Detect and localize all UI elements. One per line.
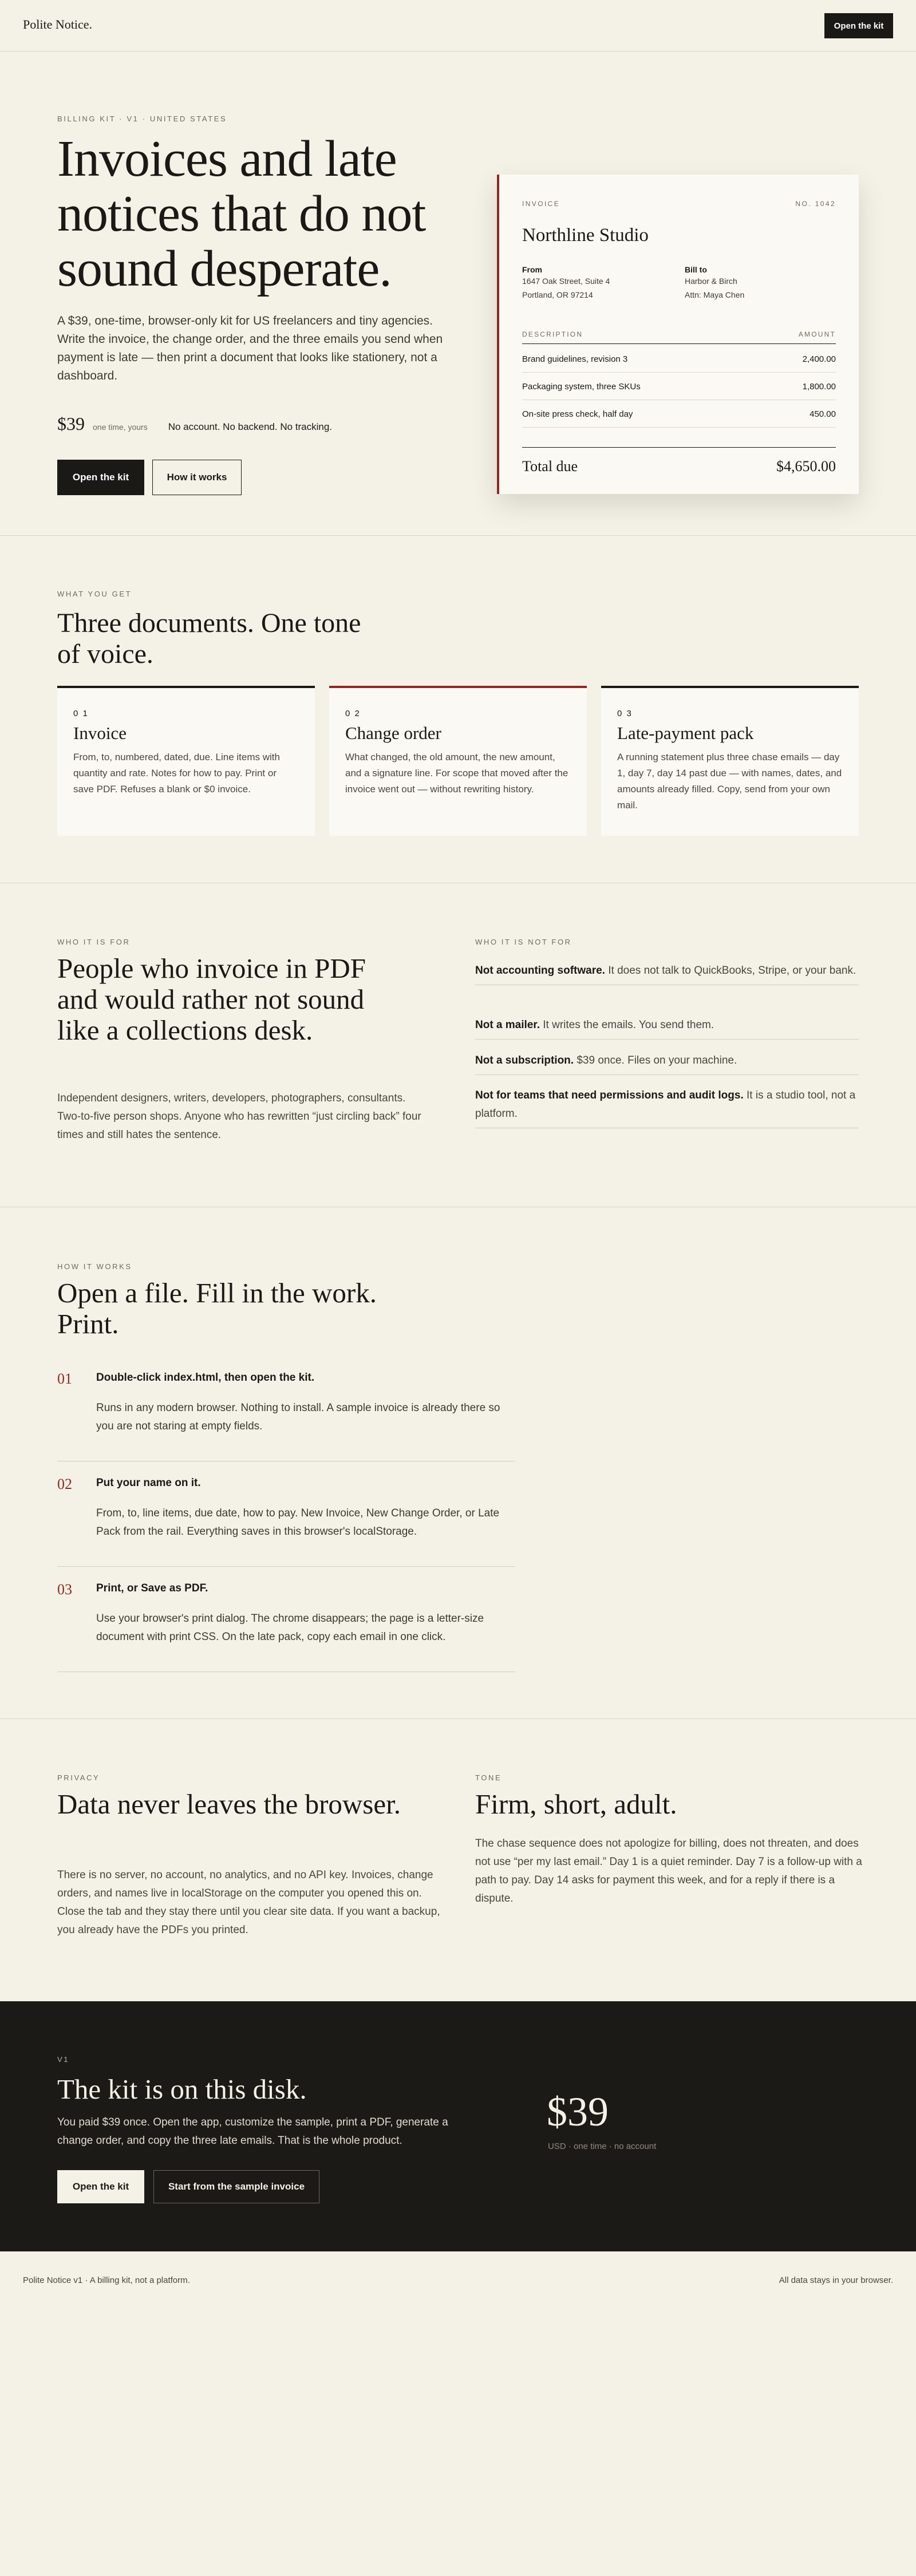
section-divider (0, 1718, 916, 1719)
step-description: Use your browser's print dialog. The chrome disappears; the page is a letter-size document with print CSS. On the late pack, copy each email in one click. (96, 1613, 484, 1643)
header-open-kit-button[interactable]: Open the kit (824, 13, 893, 38)
step-description: From, to, line items, due date, how to pay. New Invoice, New Change Order, or Late Pack from the rail. Everything saves in this browser's localStorage. (96, 1507, 500, 1538)
invoice-line-item (522, 401, 836, 428)
doc-number: 0 1 (73, 709, 89, 718)
invoice-line-item (522, 346, 836, 373)
doc-card-change-order (329, 686, 587, 836)
bill-to-heading: Bill to (685, 265, 707, 274)
price-row (57, 413, 332, 434)
not-for-item (475, 1016, 859, 1040)
total-value: $4,650.00 (776, 458, 836, 475)
not-for-text: It writes the emails. You send them. (540, 1019, 714, 1031)
tone-eyebrow: TONE (475, 1773, 502, 1782)
section-divider (0, 535, 916, 536)
privacy-title: Data never leaves the browser. (57, 1788, 401, 1820)
doc-description: From, to, numbered, dated, due. Line items with quantity and rate. Notes for how to pay. Print or save PDF. Refuses a blank or $0 invoice. (73, 752, 280, 795)
doc-title: Change order (345, 723, 441, 743)
col-description: DESCRIPTION (522, 330, 583, 338)
not-for-lead: Not a subscription. (475, 1054, 574, 1066)
who-title: People who invoice in PDF and would rather not sound like a collections desk. (57, 953, 366, 1046)
invoice-label: INVOICE (522, 200, 560, 208)
hero-open-kit-button[interactable]: Open the kit (57, 460, 144, 495)
privacy-description: There is no server, no account, no analytics, and no API key. Invoices, change orders, and names live in localStorage on the computer you opened this on. Close the tab and they stay there until you clear site data. If you want a backup, you already have the PDFs you printed. (57, 1869, 440, 1936)
not-for-text: It does not talk to QuickBooks, Stripe, or your bank. (605, 965, 856, 977)
total-label: Total due (522, 458, 578, 475)
band-price-sub: USD · one time · no account (548, 2142, 657, 2151)
who-description: Independent designers, writers, developers, photographers, consultants. Two-to-five person shops. Anyone who has rewritten “just circling back” four times and still hates the sentence. (57, 1092, 421, 1141)
doc-description: What changed, the old amount, the new amount, and a signature line. For scope that moved after the invoice went out — without rewriting history. (345, 752, 568, 795)
not-for-text: $39 once. Files on your machine. (574, 1054, 737, 1066)
step-number: 02 (57, 1476, 72, 1492)
doc-card-late-payment-pack (601, 686, 859, 836)
doc-card-invoice (57, 686, 315, 836)
step-number: 01 (57, 1370, 72, 1387)
band-price: $39 (547, 2089, 609, 2135)
band-title: The kit is on this disk. (57, 2073, 307, 2105)
step-number: 03 (57, 1581, 72, 1598)
hero-description: A $39, one-time, browser-only kit for US freelancers and tiny agencies. Write the invoice, the change order, and the three emails you send when payment is late — then print a document that looks like stationery, not a dashboard. (57, 314, 443, 382)
hero-title: Invoices and late notices that do not sound desperate. (57, 131, 426, 297)
hero-price: $39 (57, 413, 85, 434)
invoice-company: Northline Studio (522, 225, 649, 246)
docs-eyebrow: WHAT YOU GET (57, 590, 132, 598)
brand-logo[interactable]: Polite Notice. (23, 17, 92, 31)
doc-number: 0 3 (617, 709, 633, 718)
tone-title: Firm, short, adult. (475, 1788, 677, 1820)
from-heading: From (522, 265, 542, 274)
step-title: Put your name on it. (96, 1477, 201, 1489)
band-open-kit-button[interactable]: Open the kit (57, 2170, 144, 2203)
hero-eyebrow: BILLING KIT · V1 · UNITED STATES (57, 114, 227, 123)
from-line: 1647 Oak Street, Suite 4 (522, 276, 610, 286)
step-title: Double-click index.html, then open the kit. (96, 1372, 315, 1384)
doc-number: 0 2 (345, 709, 361, 718)
line-description: On-site press check, half day (522, 409, 633, 419)
docs-title: Three documents. One tone of voice. (57, 608, 361, 669)
step-item (57, 1370, 515, 1461)
line-amount: 2,400.00 (802, 354, 836, 364)
doc-title: Invoice (73, 723, 127, 743)
how-it-works-button[interactable]: How it works (152, 460, 242, 495)
doc-description: A running statement plus three chase emails — day 1, day 7, day 14 past due — with names, dates, and amounts already filled. Copy, send from your own mail. (617, 752, 842, 811)
who-eyebrow: WHO IT IS FOR (57, 938, 131, 946)
hero-price-note: No account. No backend. No tracking. (168, 421, 333, 432)
line-description: Brand guidelines, revision 3 (522, 354, 628, 364)
invoice-table-header (522, 330, 836, 344)
invoice-bill-to (685, 265, 744, 302)
how-title: Open a file. Fill in the work. Print. (57, 1277, 377, 1340)
bill-to-line: Attn: Maya Chen (685, 290, 745, 299)
not-for-lead: Not for teams that need permissions and audit logs. (475, 1089, 744, 1101)
line-amount: 1,800.00 (802, 382, 836, 392)
band-eyebrow: V1 (57, 2055, 70, 2064)
not-for-item (475, 1052, 859, 1075)
step-item (57, 1581, 515, 1672)
privacy-eyebrow: PRIVACY (57, 1773, 100, 1782)
step-title: Print, or Save as PDF. (96, 1582, 208, 1594)
step-item (57, 1476, 515, 1567)
tone-description: The chase sequence does not apologize for billing, does not threaten, and does not use “per my last email.” Day 1 is a quiet reminder. Day 7 is a follow-up with a path to pay. Day 14 asks for payment this week, and for a reply if there is a dispute. (475, 1838, 862, 1905)
band-description: You paid $39 once. Open the app, customize the sample, print a PDF, generate a change order, and copy the three late emails. That is the whole product. (57, 2116, 448, 2147)
header-divider (0, 51, 916, 52)
invoice-total (522, 447, 836, 475)
how-eyebrow: HOW IT WORKS (57, 1262, 132, 1271)
invoice-from (522, 265, 610, 302)
line-description: Packaging system, three SKUs (522, 382, 641, 392)
footer-tagline: Polite Notice v1 · A billing kit, not a platform. (23, 2275, 190, 2285)
step-description: Runs in any modern browser. Nothing to install. A sample invoice is already there so you are not staring at empty fields. (96, 1402, 500, 1432)
not-for-item (475, 962, 859, 985)
col-amount: AMOUNT (798, 330, 836, 338)
hero-price-sub: one time, yours (93, 422, 148, 432)
not-for-item (475, 1086, 859, 1128)
bill-to-line: Harbor & Birch (685, 276, 737, 286)
not-for-text: It is a studio tool, not a platform. (475, 1089, 856, 1120)
from-line: Portland, OR 97214 (522, 290, 593, 299)
invoice-number: NO. 1042 (795, 200, 836, 208)
not-for-lead: Not a mailer. (475, 1019, 540, 1031)
line-amount: 450.00 (810, 409, 836, 419)
not-for-eyebrow: WHO IT IS NOT FOR (475, 938, 572, 946)
invoice-preview-card (497, 175, 859, 494)
footer-privacy-note: All data stays in your browser. (779, 2275, 893, 2285)
doc-title: Late-payment pack (617, 723, 754, 743)
invoice-line-item (522, 374, 836, 400)
not-for-lead: Not accounting software. (475, 965, 605, 977)
start-sample-invoice-button[interactable]: Start from the sample invoice (153, 2170, 319, 2203)
